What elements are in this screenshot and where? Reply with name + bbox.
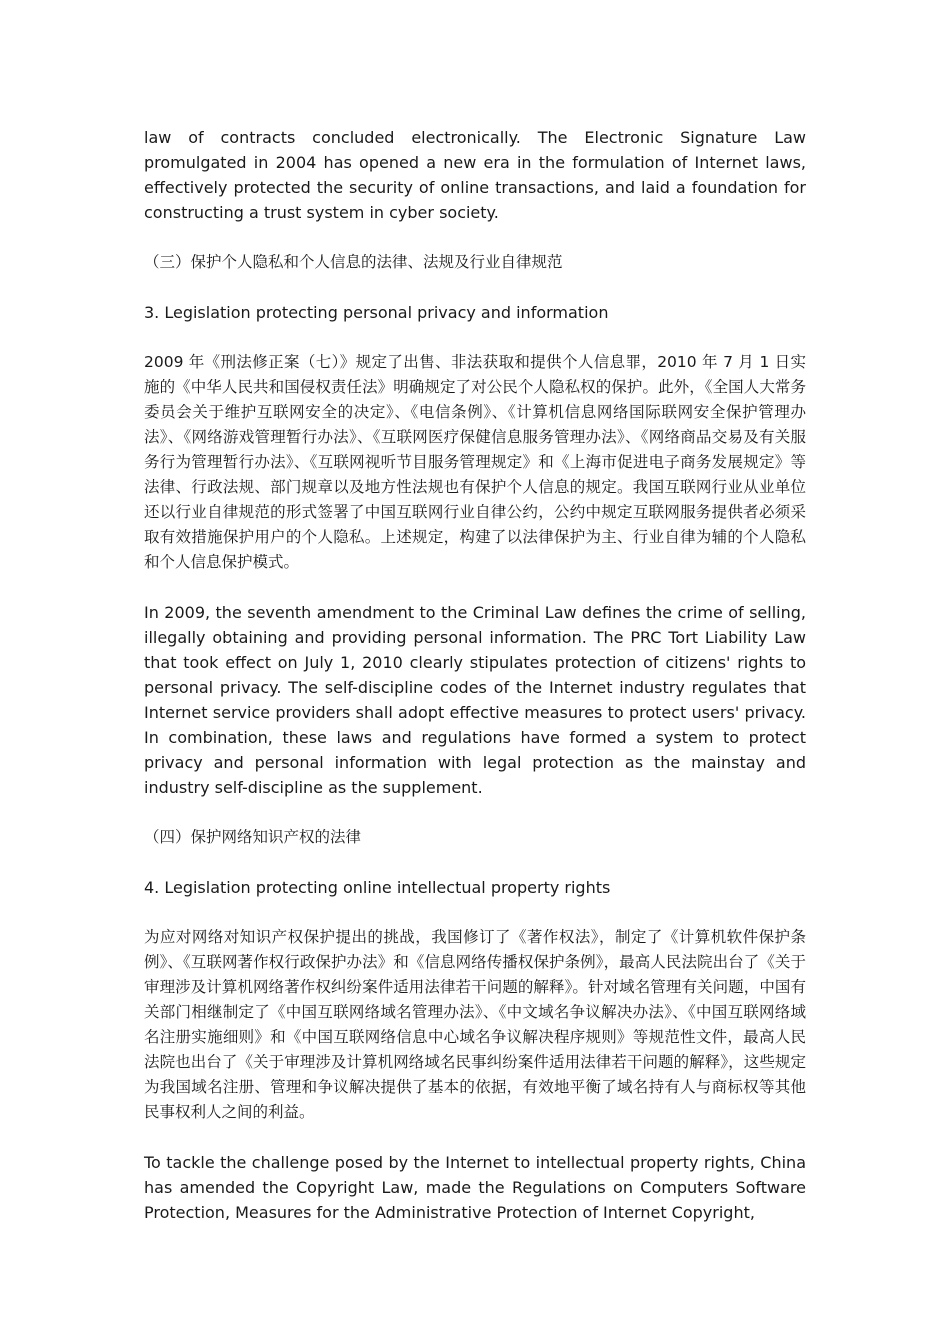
section-heading-4-zh: （四）保护网络知识产权的法律 [144,828,362,846]
section-heading-4-en: 4. Legislation protecting online intellectual property rights [144,878,611,897]
section-heading-3-en: 3. Legislation protecting personal privacy and information [144,303,609,322]
paragraph-ip-en: To tackle the challenge posed by the Internet to intellectual property rights, China has amended the Copyright Law, made the Regulations on Computers Software Protection, Measures for the Administrative Protection of Internet Copyright, [144,1153,806,1222]
document-page [144,125,806,1250]
section-heading-3-zh: （三）保护个人隐私和个人信息的法律、法规及行业自律规范 [144,253,563,271]
paragraph-privacy-en: In 2009, the seventh amendment to the Criminal Law defines the crime of selling, illegally obtaining and providing personal information. The PRC Tort Liability Law that took effect on July 1, 2010 clearly stipulates protection of citizens' rights to personal privacy. The self-discipline codes of the Internet industry regulates that Internet service providers shall adopt effective measures to protect users' privacy. In combination, these laws and regulations have formed a system to protect privacy and personal information with legal protection as the mainstay and industry self-discipline as the supplement. [144,603,806,797]
paragraph-ip-zh: 为应对网络对知识产权保护提出的挑战，我国修订了《著作权法》，制定了《计算机软件保护条例》、《互联网著作权行政保护办法》和《信息网络传播权保护条例》，最高人民法院出台了《关于审理涉及计算机网络著作权纠纷案件适用法律若干问题的解释》。针对域名管理有关问题，中国有关部门相继制定了《中国互联网络域名管理办法》、《中文域名争议解决办法》、《中国互联网络域名注册实施细则》和《中国互联网络信息中心域名争议解决程序规则》等规范性文件，最高人民法院也出台了《关于审理涉及计算机网络域名民事纠纷案件适用法律若干问题的解释》，这些规定为我国域名注册、管理和争议解决提供了基本的依据，有效地平衡了域名持有人与商标权等其他民事权利人之间的利益。 [144,928,806,1121]
paragraph-electronic-signature-en: law of contracts concluded electronically. The Electronic Signature Law promulgated in 2004 has opened a new era in the formulation of Internet laws, effectively protected the security of online transactions, and laid a foundation for constructing a trust system in cyber society. [144,128,806,222]
paragraph-privacy-zh: 2009 年《刑法修正案（七）》规定了出售、非法获取和提供个人信息罪，2010 年 7 月 1 日实施的《中华人民共和国侵权责任法》明确规定了对公民个人隐私权的保护。此外，《全国人大常务委员会关于维护互联网安全的决定》、《电信条例》、《计算机信息网络国际联网安全保护管理办法》、《网络游戏管理暂行办法》、《互联网医疗保健信息服务管理办法》、《网络商品交易及有关服务行为管理暂行办法》、《互联网视听节目服务管理规定》和《上海市促进电子商务发展规定》等法律、行政法规、部门规章以及地方性法规也有保护个人信息的规定。我国互联网行业从业单位还以行业自律规范的形式签署了中国互联网行业自律公约，公约中规定互联网服务提供者必须采取有效措施保护用户的个人隐私。上述规定，构建了以法律保护为主、行业自律为辅的个人隐私和个人信息保护模式。 [144,353,806,571]
